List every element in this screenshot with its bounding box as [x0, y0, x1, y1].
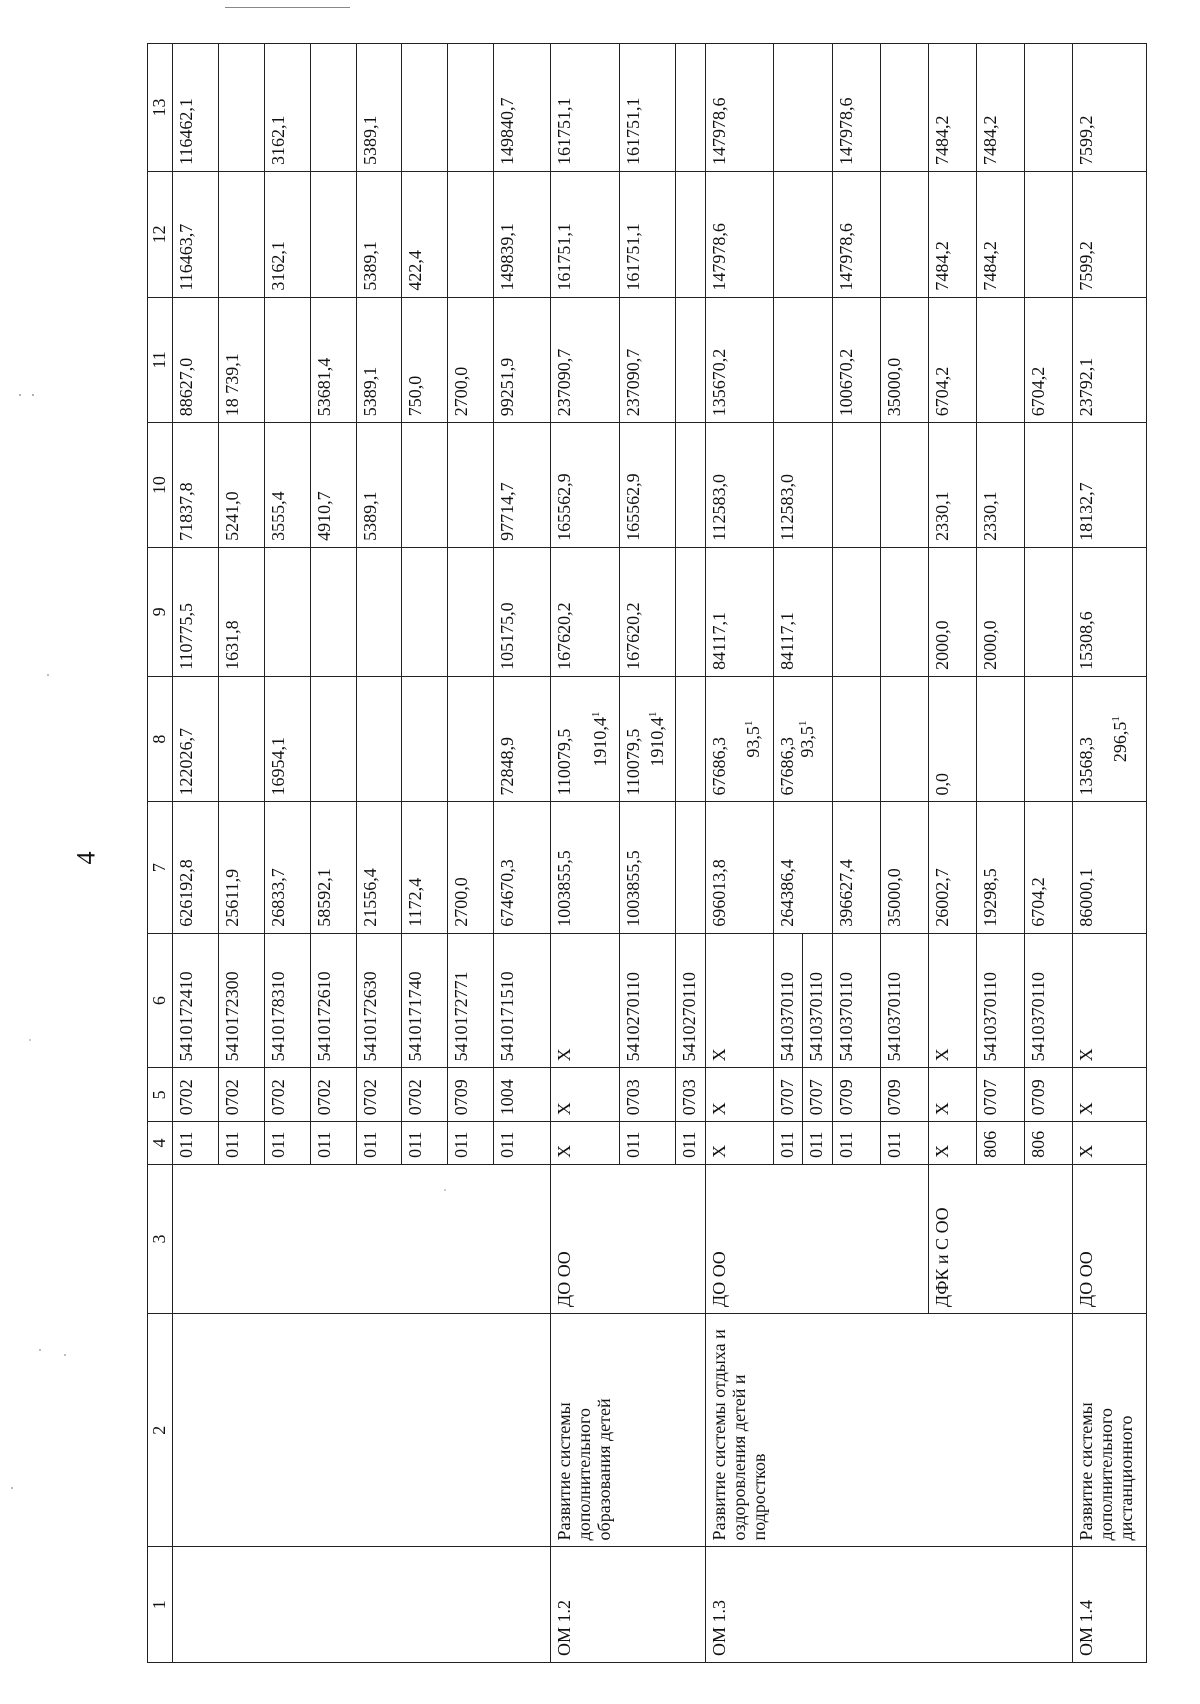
cell-measure-code: ОМ 1.4	[1073, 1547, 1147, 1663]
cell-code: 5410172300	[218, 933, 264, 1068]
cell-section: 0707	[773, 1068, 803, 1122]
cell-section: 0702	[310, 1068, 356, 1122]
cell-value: 112583,0	[705, 423, 773, 548]
cell-code: X	[705, 933, 773, 1068]
cell-gr: 011	[356, 1122, 402, 1165]
cell-gr: 011	[448, 1122, 494, 1165]
cell-value: 264386,4	[773, 802, 832, 933]
cell-value: 147978,6	[705, 171, 773, 297]
cell-gr: 011	[832, 1122, 880, 1165]
cell-value: 16954,1	[264, 676, 310, 802]
cell-section: 0707	[977, 1068, 1025, 1122]
cell-code: 5410270110	[676, 933, 706, 1068]
cell-value: 2000,0	[928, 547, 976, 676]
cell-code: 5410172630	[356, 933, 402, 1068]
cell-value: 105175,0	[494, 547, 551, 676]
cell-value: 110079,5	[553, 728, 574, 796]
cell-section: 1004	[494, 1068, 551, 1122]
cell-value: 116463,7	[173, 171, 219, 297]
cell-code: 5410270110	[620, 933, 676, 1068]
cell-value: 15308,6	[1073, 547, 1147, 676]
footnote-marker: 1	[1110, 716, 1123, 722]
cell-value: 674670,3	[494, 802, 551, 933]
cell-value: 2700,0	[448, 802, 494, 933]
cell-gr: 011	[880, 1122, 928, 1165]
cell-value: 135670,2	[705, 297, 773, 423]
note-value: 1910,4	[590, 717, 611, 767]
cell-code: 5410178310	[264, 933, 310, 1068]
cell-gr: 011	[264, 1122, 310, 1165]
cell-gr: X	[928, 1122, 976, 1165]
cell-value: 84117,1	[705, 547, 773, 676]
cell-value: 53681,4	[310, 297, 356, 423]
cell-measure-name: Развитие системы отдыха и оздоровления детей и подростков	[705, 1314, 1072, 1547]
cell-executor: ДО ОО	[1073, 1164, 1147, 1313]
cell-value: 422,4	[402, 171, 448, 297]
cell-value: 3162,1	[264, 44, 310, 172]
cell-value: 18 739,1	[218, 297, 264, 423]
cell-value: 237090,7	[550, 297, 619, 423]
cell-value: 696013,8	[705, 802, 773, 933]
cell-value: 6704,2	[1025, 297, 1073, 423]
cell-code: 5410172610	[310, 933, 356, 1068]
cell-code: X	[1073, 933, 1147, 1068]
header-cell: 8	[148, 676, 173, 802]
cell-value: 3555,4	[264, 423, 310, 548]
cell-value: 26833,7	[264, 802, 310, 933]
cell-value: 86000,1	[1073, 802, 1147, 933]
cell-value: 161751,1	[550, 171, 619, 297]
header-cell: 5	[148, 1068, 173, 1122]
cell-value: 7599,2	[1073, 44, 1147, 172]
cell-gr: 011	[494, 1122, 551, 1165]
cell-value: 35000,0	[880, 802, 928, 933]
cell-value: 21556,4	[356, 802, 402, 933]
cell-value: 13568,3	[1076, 737, 1097, 796]
cell-code: 5410370110	[832, 933, 880, 1068]
cell-value: 25611,9	[218, 802, 264, 933]
cell-code: 5410171510	[494, 933, 551, 1068]
cell-value: 84117,1	[773, 547, 832, 676]
cell-value: 5241,0	[218, 423, 264, 548]
cell-value: 3162,1	[264, 171, 310, 297]
cell-value: 4910,7	[310, 423, 356, 548]
cell-value: 99251,9	[494, 297, 551, 423]
cell-section: 0709	[1025, 1068, 1073, 1122]
cell-code: 5410370110	[880, 933, 928, 1068]
cell-value: 2330,1	[977, 423, 1025, 548]
header-cell: 11	[148, 297, 173, 423]
footnote-marker: 1	[647, 711, 660, 718]
cell-value: 165562,9	[550, 423, 619, 548]
cell-measure-name: Развитие системы дополнительного образования детей	[550, 1314, 705, 1547]
footnote-marker: 1	[742, 720, 755, 727]
cell-measure-code: ОМ 1.2	[550, 1547, 705, 1663]
cell-value: 67686,3	[776, 737, 797, 796]
cell-gr: 011	[310, 1122, 356, 1165]
note-value: 296,5	[1110, 721, 1131, 763]
cell-code: 5410171740	[402, 933, 448, 1068]
cell-value: 18132,7	[1073, 423, 1147, 548]
cell-code: X	[550, 933, 619, 1068]
cell-section: 0702	[356, 1068, 402, 1122]
cell-value: 23792,1	[1073, 297, 1147, 423]
cell-gr: 011	[218, 1122, 264, 1165]
cell-value: 2700,0	[448, 297, 494, 423]
cell-gr: X	[1073, 1122, 1147, 1165]
cell-value: 149840,7	[494, 44, 551, 172]
cell-value: 122026,7	[173, 676, 219, 802]
cell-value: 72848,9	[494, 676, 551, 802]
cell-gr: 011	[402, 1122, 448, 1165]
cell-code: 5410370110	[803, 933, 833, 1068]
cell-section: 0702	[402, 1068, 448, 1122]
cell-executor: ДО ОО	[550, 1164, 705, 1313]
footnote-marker: 1	[590, 711, 603, 718]
cell-value: 7484,2	[928, 44, 976, 172]
page-number: 4	[71, 851, 101, 865]
cell-value: 149839,1	[494, 171, 551, 297]
cell-value: 626192,8	[173, 802, 219, 933]
cell-gr: 011	[773, 1122, 803, 1165]
cell-executor: ДФК и С ОО	[928, 1164, 1072, 1313]
cell-value: 5389,1	[356, 171, 402, 297]
cell-code: 5410370110	[1025, 933, 1073, 1068]
cell-value: 110079,5	[623, 728, 644, 796]
cell-gr: 011	[173, 1122, 219, 1165]
cell-executor: ДО ОО	[705, 1164, 928, 1313]
cell-value: 396627,4	[832, 802, 880, 933]
cell-measure-name: Развитие системы дополнительного дистанционного	[1073, 1314, 1147, 1547]
cell-value: 67686,3	[708, 737, 729, 796]
header-cell: 13	[148, 44, 173, 172]
cell-gr: 011	[803, 1122, 833, 1165]
cell-section: 0709	[448, 1068, 494, 1122]
cell-value: 167620,2	[620, 547, 676, 676]
note-value: 1910,4	[647, 717, 668, 767]
cell-section: X	[550, 1068, 619, 1122]
note-value: 93,5	[742, 726, 763, 758]
cell-gr: 011	[620, 1122, 676, 1165]
cell-value: 26002,7	[928, 802, 976, 933]
cell-value: 237090,7	[620, 297, 676, 423]
cell-value: 100670,2	[832, 297, 880, 423]
cell-value: 147978,6	[832, 44, 880, 172]
cell-value: 0,0	[928, 676, 976, 802]
cell-value: 750,0	[402, 297, 448, 423]
cell-value: 2330,1	[928, 423, 976, 548]
cell-value: 58592,1	[310, 802, 356, 933]
note-value: 93,5	[796, 726, 817, 758]
cell-value: 1003855,5	[620, 802, 676, 933]
header-cell: 2	[148, 1314, 173, 1547]
cell-gr: 011	[676, 1122, 706, 1165]
header-cell: 4	[148, 1122, 173, 1165]
cell-value: 112583,0	[773, 423, 832, 548]
header-cell: 3	[148, 1164, 173, 1313]
cell-value: 161751,1	[620, 171, 676, 297]
header-cell: 6	[148, 933, 173, 1068]
header-cell: 7	[148, 802, 173, 933]
header-cell: 12	[148, 171, 173, 297]
cell-section: 0702	[264, 1068, 310, 1122]
cell-value: 5389,1	[356, 44, 402, 172]
cell-value: 7599,2	[1073, 171, 1147, 297]
cell-value: 161751,1	[550, 44, 619, 172]
cell-value: 116462,1	[173, 44, 219, 172]
cell-gr: 806	[977, 1122, 1025, 1165]
cell-value: 147978,6	[705, 44, 773, 172]
footnote-marker: 1	[796, 720, 809, 727]
cell-section: 0707	[803, 1068, 833, 1122]
header-cell: 10	[148, 423, 173, 548]
cell-code: X	[928, 933, 976, 1068]
cell-section: 0703	[620, 1068, 676, 1122]
cell-value: 165562,9	[620, 423, 676, 548]
cell-section: 0709	[832, 1068, 880, 1122]
cell-value: 5389,1	[356, 297, 402, 423]
cell-value: 1631,8	[218, 547, 264, 676]
cell-code: 5410172410	[173, 933, 219, 1068]
cell-code: 5410370110	[773, 933, 803, 1068]
cell-section: 0702	[218, 1068, 264, 1122]
cell-value: 19298,5	[977, 802, 1025, 933]
cell-value: 35000,0	[880, 297, 928, 423]
cell-value: 7484,2	[977, 44, 1025, 172]
cell-value: 5389,1	[356, 423, 402, 548]
cell-section: 0709	[880, 1068, 928, 1122]
cell-value: 110775,5	[173, 547, 219, 676]
cell-section: X	[1073, 1068, 1147, 1122]
cell-measure-code: ОМ 1.3	[705, 1547, 1072, 1663]
cell-value: 97714,7	[494, 423, 551, 548]
header-cell: 9	[148, 547, 173, 676]
cell-value: 7484,2	[928, 171, 976, 297]
cell-value: 6704,2	[928, 297, 976, 423]
cell-section: X	[928, 1068, 976, 1122]
cell-value: 88627,0	[173, 297, 219, 423]
cell-gr: X	[705, 1122, 773, 1165]
cell-value: 71837,8	[173, 423, 219, 548]
cell-value: 1172,4	[402, 802, 448, 933]
cell-value: 6704,2	[1025, 802, 1073, 933]
header-cell: 1	[148, 1547, 173, 1663]
cell-section: X	[705, 1068, 773, 1122]
cell-code: 5410370110	[977, 933, 1025, 1068]
cell-value: 161751,1	[620, 44, 676, 172]
cell-value: 167620,2	[550, 547, 619, 676]
cell-code: 5410172771	[448, 933, 494, 1068]
cell-gr: X	[550, 1122, 619, 1165]
cell-gr: 806	[1025, 1122, 1073, 1165]
cell-value: 147978,6	[832, 171, 880, 297]
cell-value: 7484,2	[977, 171, 1025, 297]
cell-value: 2000,0	[977, 547, 1025, 676]
cell-value: 1003855,5	[550, 802, 619, 933]
cell-section: 0703	[676, 1068, 706, 1122]
cell-section: 0702	[173, 1068, 219, 1122]
